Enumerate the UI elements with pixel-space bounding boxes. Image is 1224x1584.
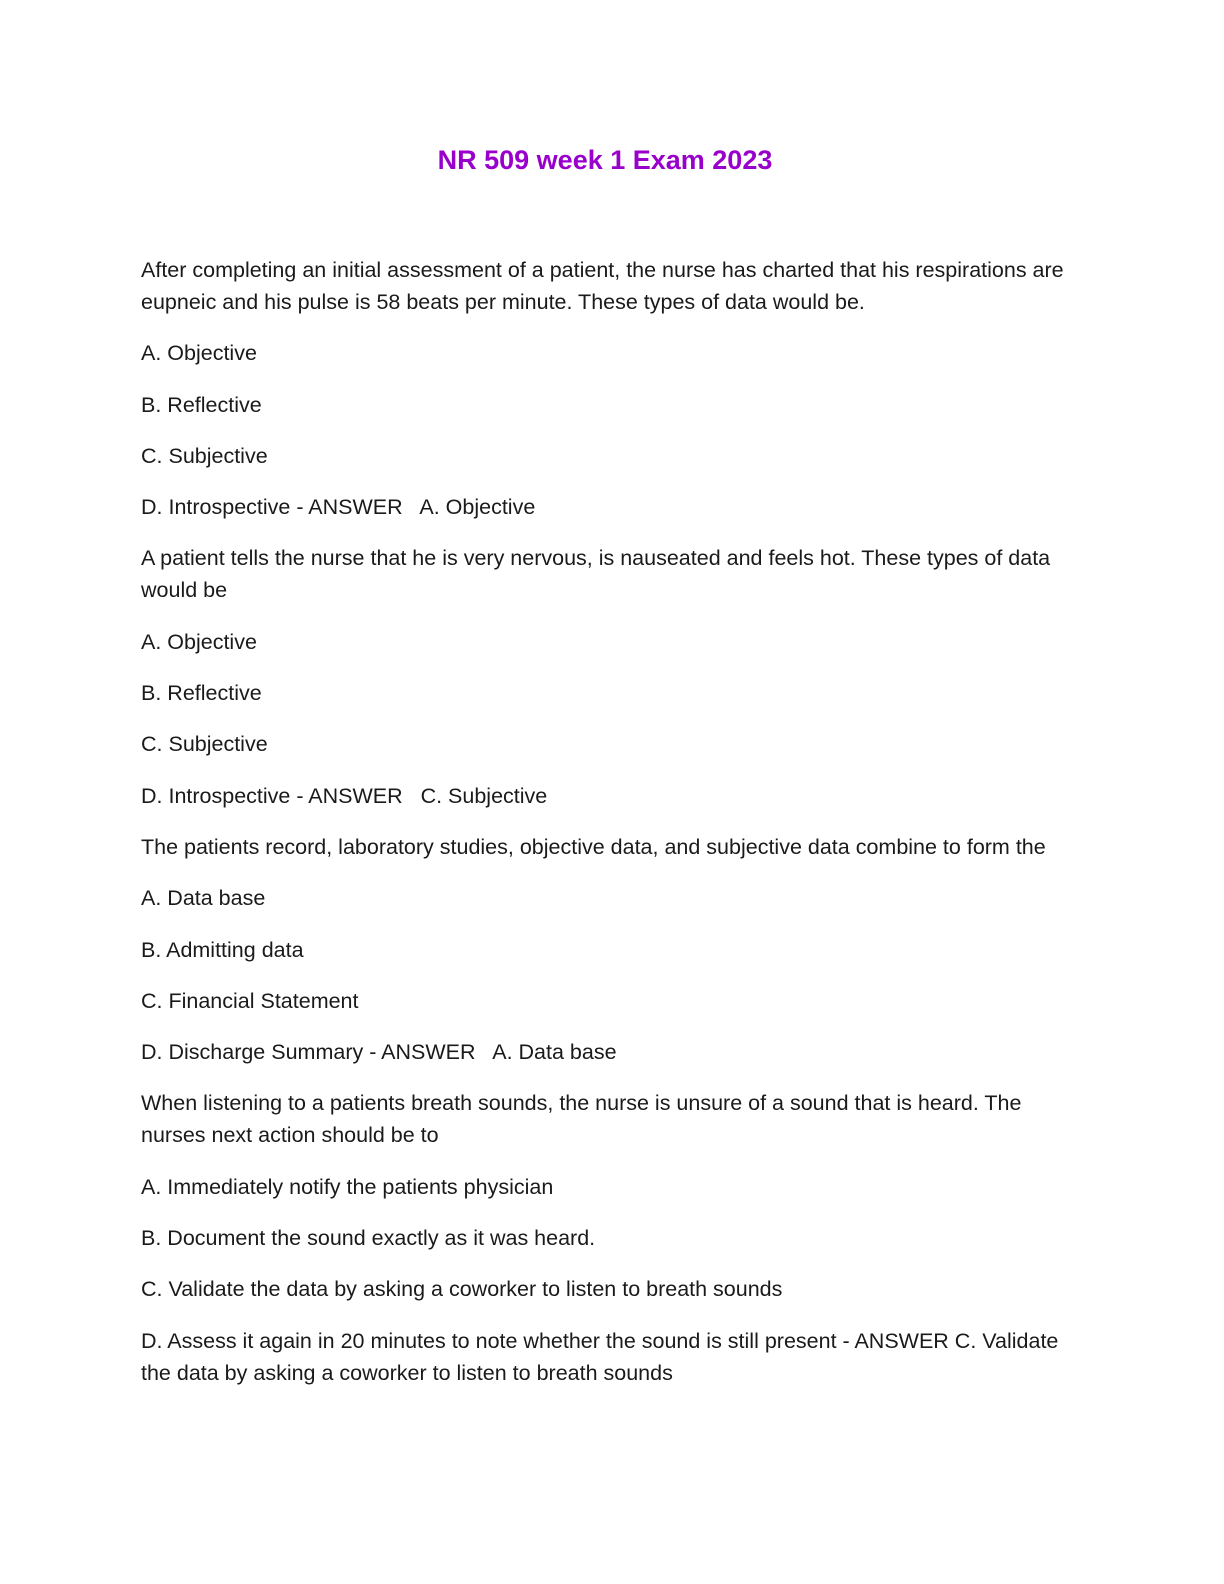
option-1a: A. Objective	[141, 341, 257, 366]
option-2b: B. Reflective	[141, 681, 262, 706]
option-4a: A. Immediately notify the patients physician	[141, 1174, 554, 1199]
option-4b: B. Document the sound exactly as it was heard.	[141, 1226, 596, 1251]
option-1d-answer: D. Introspective - ANSWER A. Objective	[141, 495, 536, 520]
question-stem-4: When listening to a patients breath sounds, the nurse is unsure of a sound that is heard. The nurses next action should be to	[141, 1091, 1022, 1148]
exam-body	[141, 254, 1086, 1408]
option-2a: A. Objective	[141, 629, 257, 654]
option-2d-answer: D. Introspective - ANSWER C. Subjective	[141, 783, 548, 808]
option-3c: C. Financial Statement	[141, 988, 359, 1013]
option-1b: B. Reflective	[141, 392, 262, 417]
option-3b: B. Admitting data	[141, 937, 304, 962]
question-stem-2: A patient tells the nurse that he is very nervous, is nauseated and feels hot. These types of data would be	[141, 546, 1051, 603]
page-title: NR 509 week 1 Exam 2023	[437, 145, 773, 175]
option-4c: C. Validate the data by asking a coworker to listen to breath sounds	[141, 1277, 783, 1302]
option-2c: C. Subjective	[141, 732, 268, 757]
question-stem-1: After completing an initial assessment of a patient, the nurse has charted that his respirations are eupneic and his pulse is 58 beats per minute. These types of data would be.	[141, 258, 1064, 314]
option-3a: A. Data base	[141, 886, 266, 911]
question-stem-3: The patients record, laboratory studies, objective data, and subjective data combine to form the	[141, 834, 1046, 859]
option-3d-answer: D. Discharge Summary - ANSWER A. Data base	[141, 1040, 617, 1065]
option-1c: C. Subjective	[141, 443, 268, 468]
option-4d-answer: D. Assess it again in 20 minutes to note whether the sound is still present - ANSWER C. Validate the data by asking a coworker to listen to breath sounds	[141, 1328, 1065, 1385]
